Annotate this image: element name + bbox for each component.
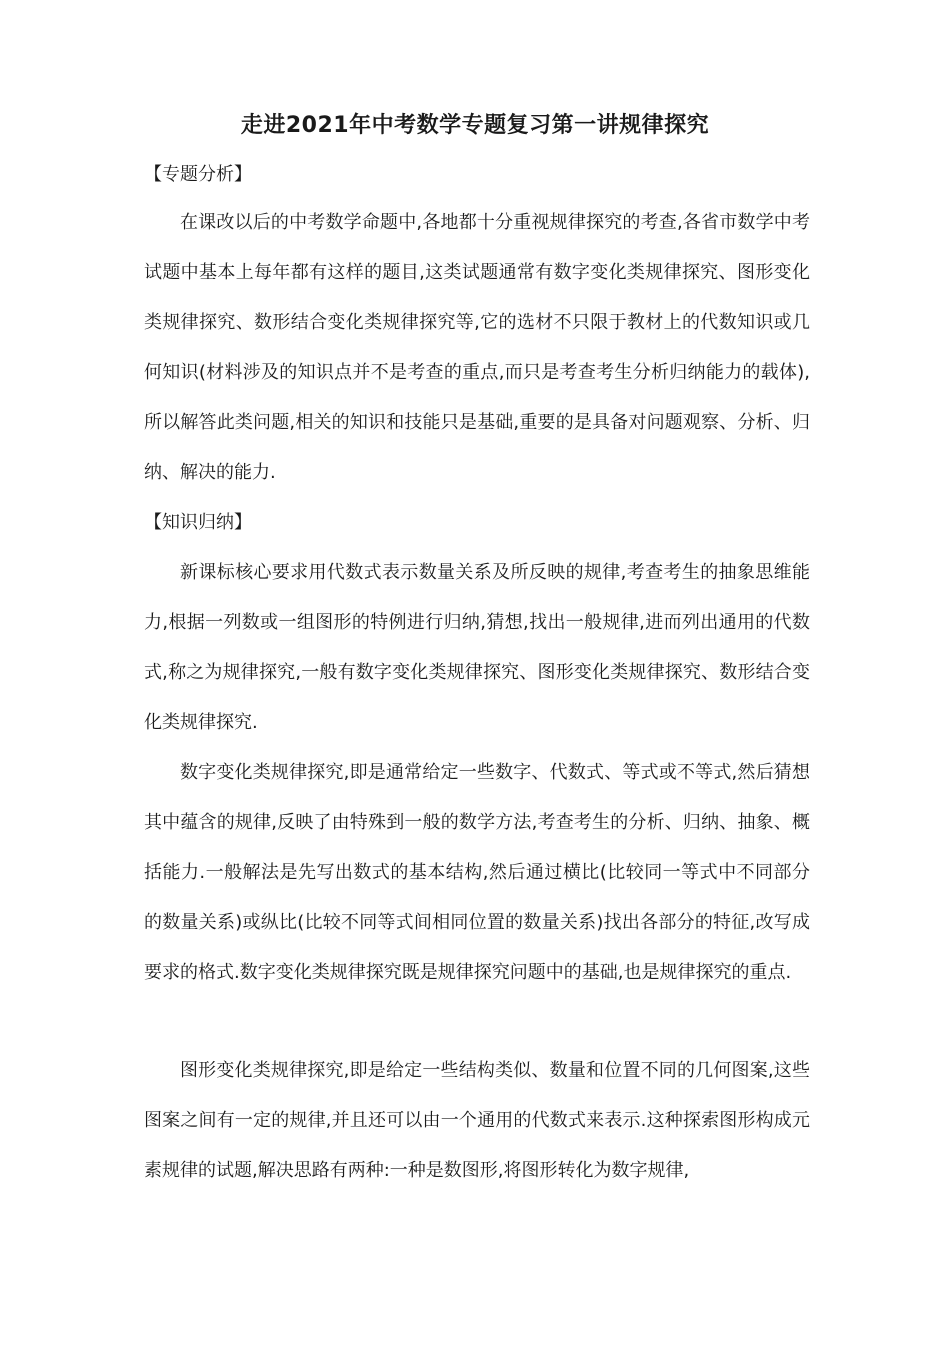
paragraph-knowledge-3: 图形变化类规律探究,即是给定一些结构类似、数量和位置不同的几何图案,这些图案之间有一定的规律,并且还可以由一个通用的代数式来表示.这种探索图形构成元素规律的试题,解决思路有两种:一种是数图形,将图形转化为数字规律, — [144, 1060, 810, 1181]
paragraph-analysis: 在课改以后的中考数学命题中,各地都十分重视规律探究的考查,各省市数学中考试题中基本上每年都有这样的题目,这类试题通常有数字变化类规律探究、图形变化类规律探究、数形结合变化类规律探究等,它的选材不只限于教材上的代数知识或几何知识(材料涉及的知识点并不是考查的重点,而只是考查考生分析归纳能力的载体),所以解答此类问题,相关的知识和技能只是基础,重要的是具备对问题观察、分析、归纳、解决的能力. — [144, 212, 810, 483]
page-title: 走进2021年中考数学专题复习第一讲规律探究 — [240, 113, 710, 138]
paragraph-knowledge-1: 新课标核心要求用代数式表示数量关系及所反映的规律,考查考生的抽象思维能力,根据一列数或一组图形的特例进行归纳,猜想,找出一般规律,进而列出通用的代数式,称之为规律探究,一般有数字变化类规律探究、图形变化类规律探究、数形结合变化类规律探究. — [144, 562, 810, 733]
section-heading-knowledge: 【知识归纳】 — [144, 512, 252, 533]
paragraph-knowledge-2: 数字变化类规律探究,即是通常给定一些数字、代数式、等式或不等式,然后猜想其中蕴含的规律,反映了由特殊到一般的数学方法,考查考生的分析、归纳、抽象、概括能力.一般解法是先写出数式的基本结构,然后通过横比(比较同一等式中不同部分的数量关系)或纵比(比较不同等式间相同位置的数量关系)找出各部分的特征,改写成要求的格式.数字变化类规律探究既是规律探究问题中的基础,也是规律探究的重点. — [144, 762, 810, 983]
section-heading-analysis: 【专题分析】 — [144, 164, 252, 185]
